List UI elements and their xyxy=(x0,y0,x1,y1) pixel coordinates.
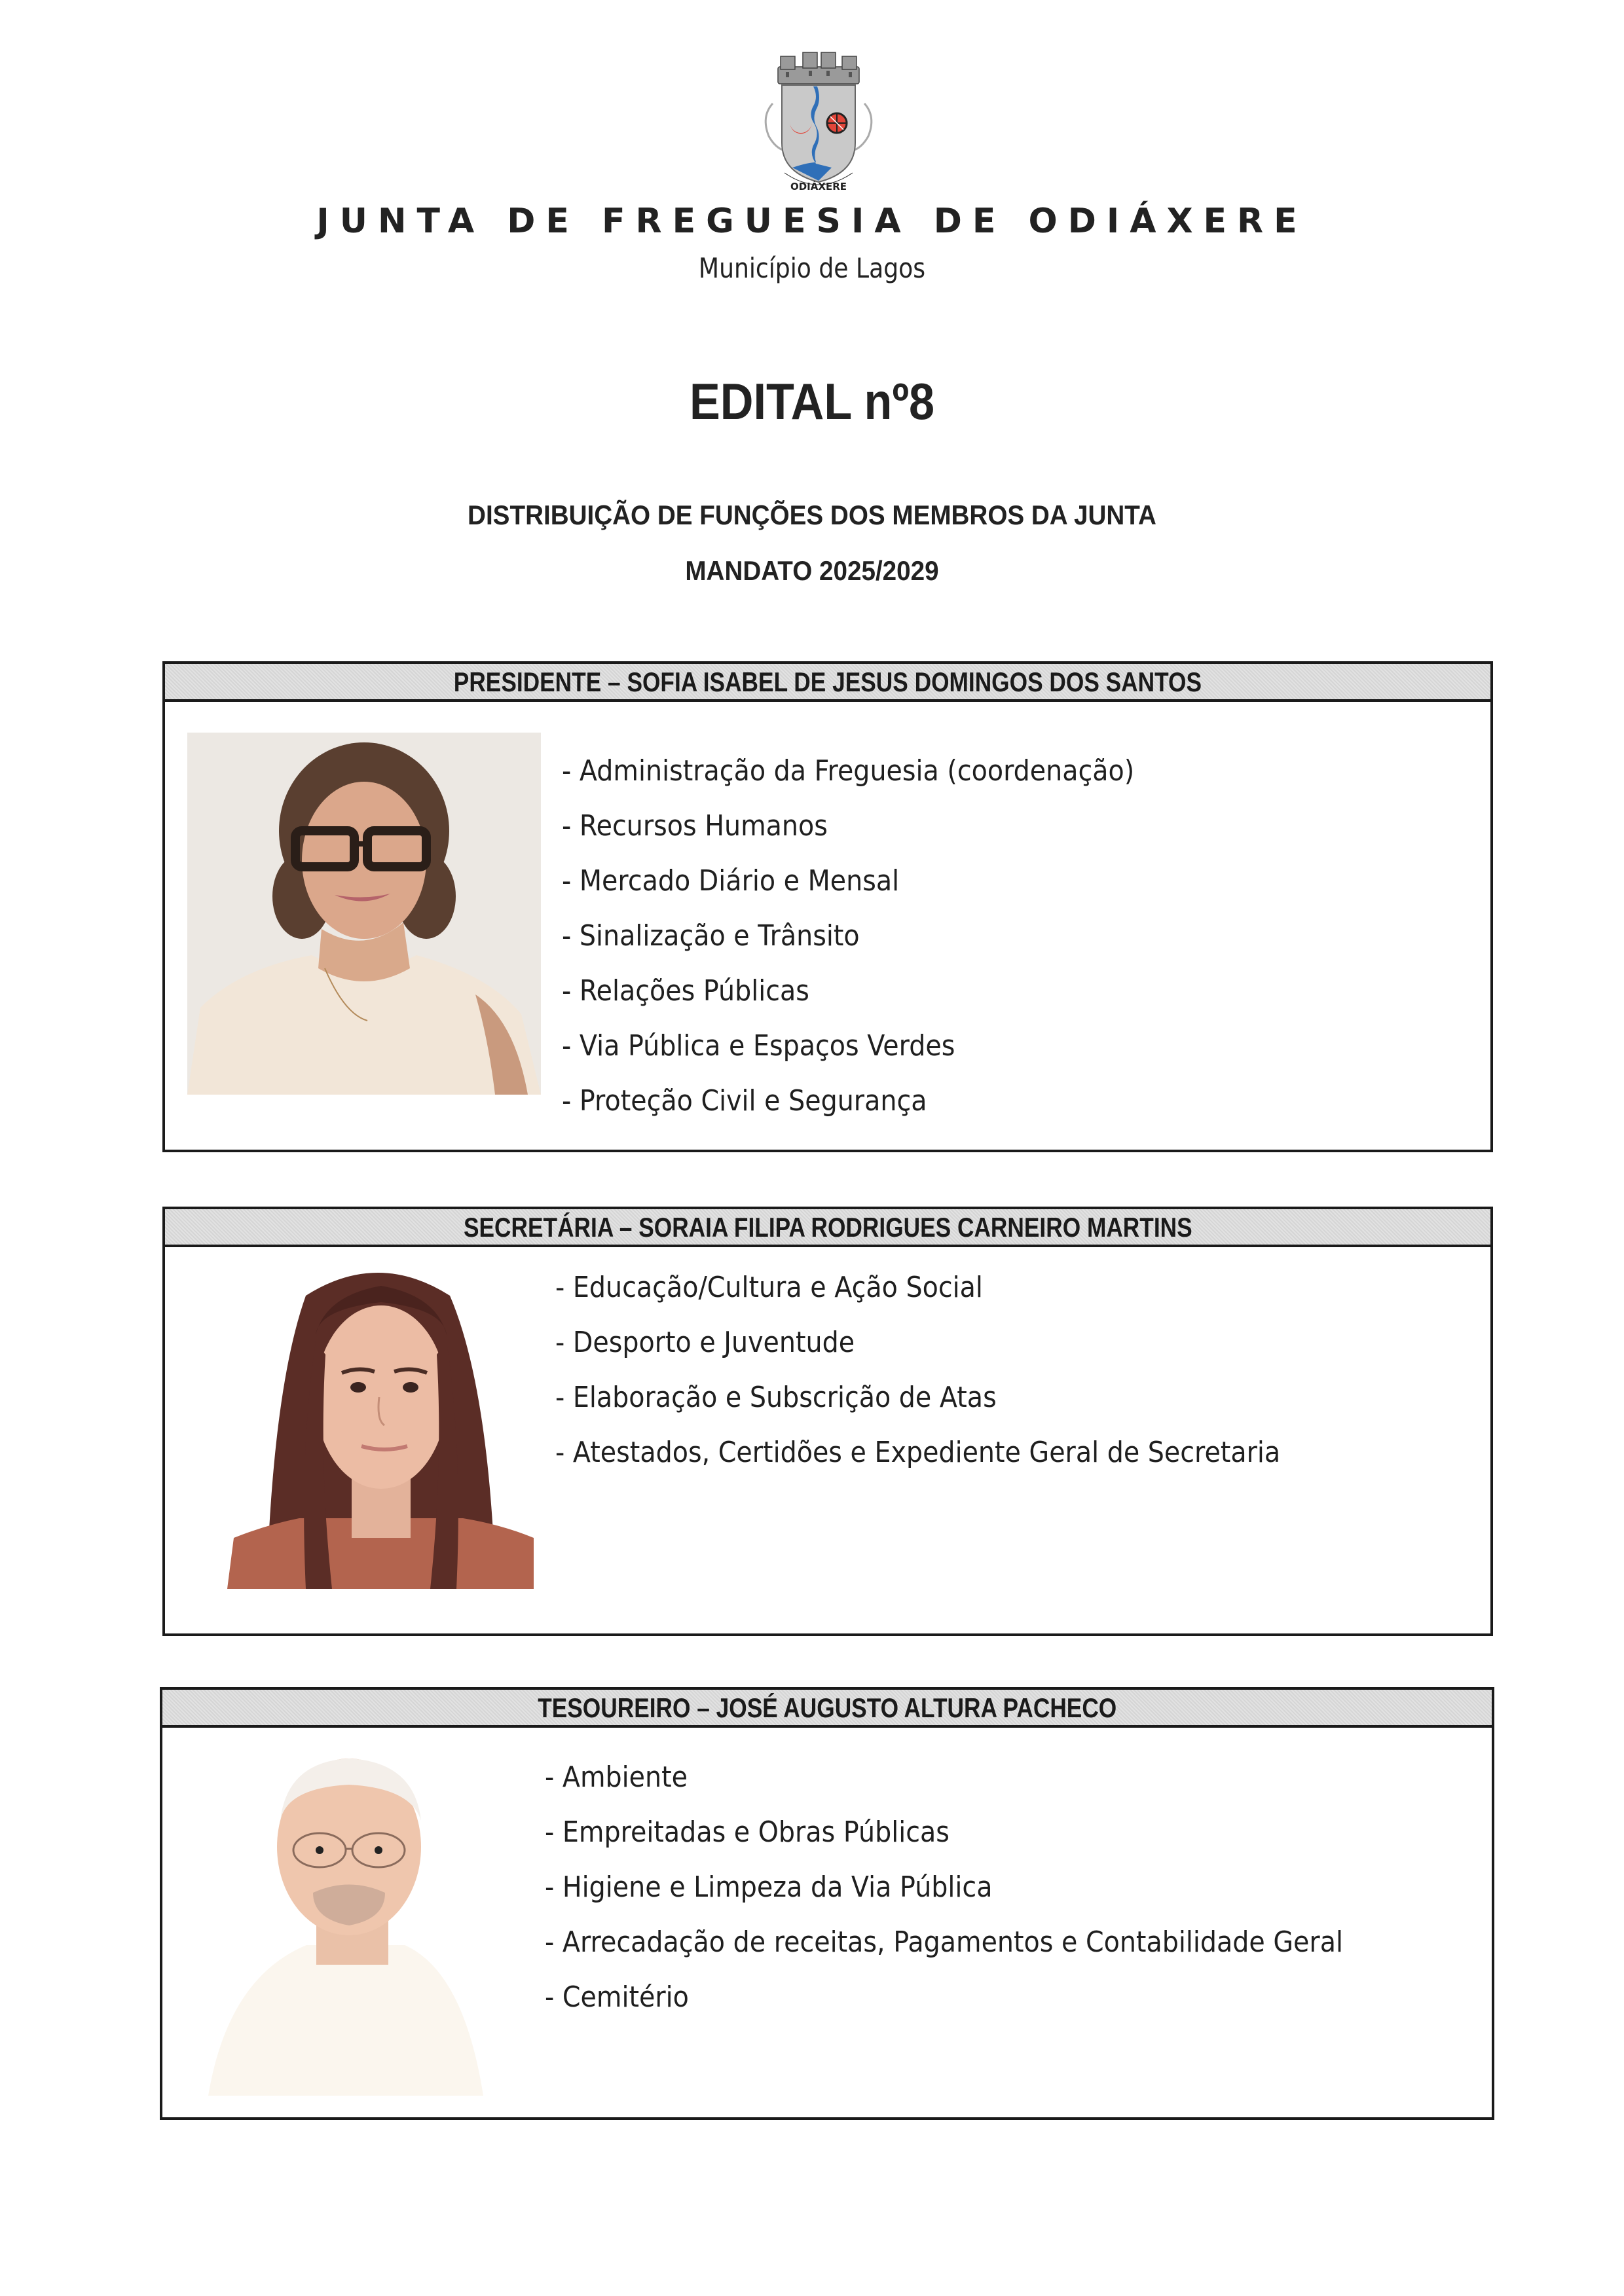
member-heading: TESOUREIRO – JOSÉ AUGUSTO ALTURA PACHECO xyxy=(162,1690,1492,1728)
member-card-secretary xyxy=(162,1207,1493,1636)
duty-item: - Relações Públicas xyxy=(562,974,809,1008)
duty-item: - Proteção Civil e Segurança xyxy=(562,1084,927,1118)
coat-of-arms-icon xyxy=(753,51,884,195)
duties-list xyxy=(545,1750,1431,2025)
svg-text:ODIÁXERE: ODIÁXERE xyxy=(790,181,847,192)
duty-item: - Administração da Freguesia (coordenação) xyxy=(562,754,1135,788)
duty-item: - Empreitadas e Obras Públicas xyxy=(545,1815,950,1849)
member-heading: SECRETÁRIA – SORAIA FILIPA RODRIGUES CARNEIRO MARTINS xyxy=(165,1209,1490,1247)
member-heading: PRESIDENTE – SOFIA ISABEL DE JESUS DOMINGOS DOS SANTOS xyxy=(165,664,1490,702)
duty-item: - Sinalização e Trânsito xyxy=(562,919,860,953)
municipality-name: Município de Lagos xyxy=(698,252,926,284)
member-card-treasurer xyxy=(160,1687,1494,2120)
portrait-photo xyxy=(187,733,541,1095)
duty-item: - Cemitério xyxy=(545,1980,689,2014)
mandate-period: MANDATO 2025/2029 xyxy=(685,555,939,586)
document-title: EDITAL nº8 xyxy=(689,373,935,430)
duties-list xyxy=(555,1260,1361,1480)
duty-item: - Atestados, Certidões e Expediente Geral de Secretaria xyxy=(555,1436,1281,1469)
organization-name: JUNTA DE FREGUESIA DE ODIÁXERE xyxy=(316,202,1308,241)
duty-item: - Ambiente xyxy=(545,1760,688,1794)
duty-item: - Desporto e Juventude xyxy=(555,1326,855,1359)
duty-item: - Arrecadação de receitas, Pagamentos e Contabilidade Geral xyxy=(545,1925,1343,1959)
member-card-president xyxy=(162,661,1493,1152)
document-subtitle: DISTRIBUIÇÃO DE FUNÇÕES DOS MEMBROS DA JUNTA xyxy=(468,500,1156,530)
duty-item: - Educação/Cultura e Ação Social xyxy=(555,1271,983,1304)
duty-item: - Via Pública e Espaços Verdes xyxy=(562,1029,955,1063)
duty-item: - Mercado Diário e Mensal xyxy=(562,864,900,898)
duty-item: - Elaboração e Subscrição de Atas xyxy=(555,1381,997,1414)
duty-item: - Higiene e Limpeza da Via Pública xyxy=(545,1870,993,1904)
duty-item: - Recursos Humanos xyxy=(562,809,828,843)
portrait-photo xyxy=(189,1729,516,2096)
portrait-photo xyxy=(227,1256,534,1589)
duties-list xyxy=(562,744,1198,1129)
